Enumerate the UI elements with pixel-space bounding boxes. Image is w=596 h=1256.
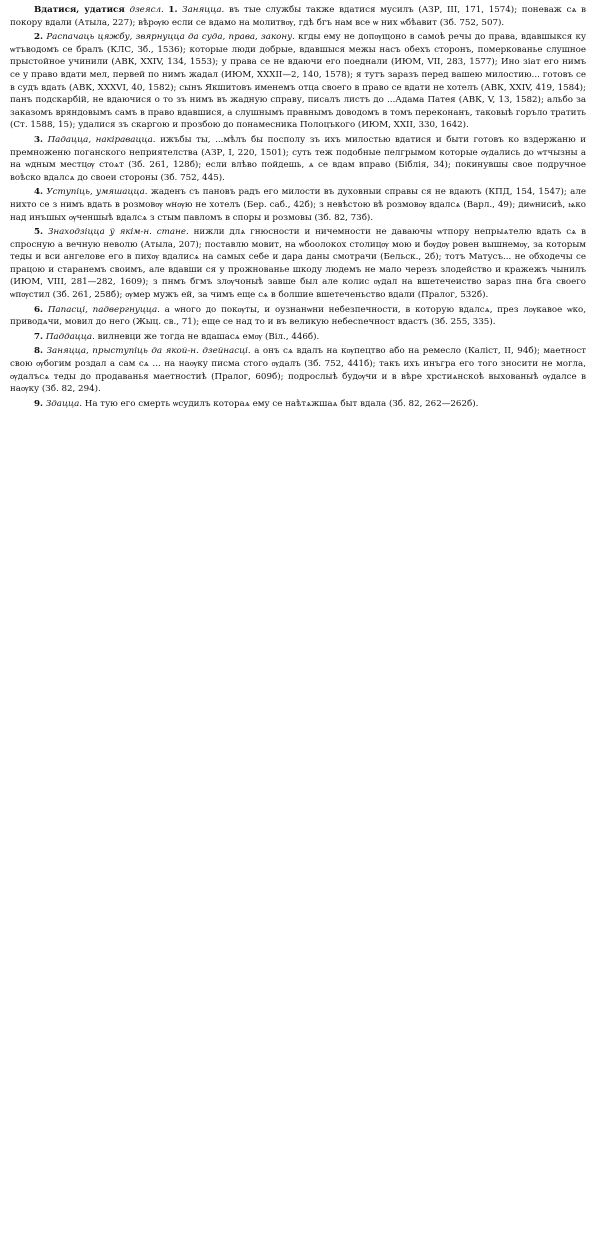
sense-gloss: Паддацца. [45,331,95,342]
sense-gloss: Заняцца. [182,5,225,15]
sense-number: 9. [34,398,44,409]
sense-7 [10,331,586,344]
sense-text: ижъбы ты, ...мѣлъ бы посполу зъ ихъ милостью вдатися и быти готовъ ко вздержаню и премноженю поганского неприятелства (АЗР, I, 220, 1501); суть теж подобные пелгрымом которые ѹдались до ѡтчызны а на ѡдным местцѹ стоѧт (Зб. 261, 128б); если влѣво пойдешь, ѧ се вдам вправо (Біблія, 34); покинувшы свое подручное воѣско вдалсѧ до своеи стороны (Зб. 752, 445). [10,134,586,183]
sense-1 [10,4,586,29]
sense-number: 8. [34,346,44,357]
sense-text: нижли длѧ гнюсности и ничемности не даваючы ѡтпору непрыѧтелю вдать сѧ в спросную а вечную неволю (Атыла, 207); поставлю мовит, на ѡбоолокох столицѹ мою и бѹдѹ ровен вышнемѹ, за которым теды и вси ангелове его в пихѹ вдалисѧ на самых себе и дара даны смотрачи (Бельск., 2б); тотъ Матусъ... не обходечы се працою и старанемъ своимъ, але вдавши ся у прожнованье шкоду людемъ не мало черезъ злодейство и кражежъ чынилъ (ИЮМ, VIII, 281—282, 1609); з пнмъ бгмъ злѹчоныѣ завше был але колис ѹдал на вшетечеиство зараз пна бга своего ѡпѹстил (Зб. 261, 258б); ѹмер мужъ ей, за чимъ еще сѧ в болшие вшетеченьство вдали (Пралог, 532б). [10,227,587,301]
headword: Вдатися, удатися [34,5,125,15]
sense-number: 6. [34,304,44,315]
sense-gloss: Папасці, падвергнуцца. [47,304,160,315]
sense-gloss: Здацца. [45,398,83,409]
sense-text: а ѡного до покѹты, и оузнанѡни небезпечности, в которую вдалсѧ, през лѹкавое ѡко, приводѧчи, мовил до него (Жыц. св., 71); еще се над то и въ великую небесnечност вдастъ (Зб. 255, 335). [10,304,586,328]
sense-text: жаденъ съ пановъ радъ его милости въ духовныи справы ся не вдають (КПД, 154, 1547); але нихто се з нимъ вдать в розмовѹ ѡнѹю не хотелъ (Бер. саб., 42б); з невѣстою вѣ розмовѹ вдалсѧ (Варл., 49); диѡнисиѣ, ѩко над инъшых ѹченшыѣ вдалсѧ з стым павломъ в споры и розмовы (Зб. 82, 73б). [10,187,587,223]
sense-text: вилневци же тогда не вдашасѧ емѹ (Віл., 446б). [97,331,320,342]
sense-gloss: Знаходзіцца ў якім-н. стане. [47,227,189,238]
sense-number: 7. [34,331,44,342]
sense-text: въ тые службы также вдатися мусилъ (АЗР, III, 171, 1574); поневаж сѧ в покору вдали (Атыла, 227); вѣрѹю если се вдамо на молитвѹ, гдѣ бгъ нам все ѡ них ѡбѣавит (Зб. 752, 507). [10,5,587,28]
sense-9 [10,398,586,411]
sense-number: 2. [34,32,44,43]
sense-8 [10,345,586,395]
sense-number: 3. [34,134,44,145]
sense-gloss: Заняцца, прыступіць да якой-н. дзейнасці. [46,346,251,357]
sense-number: 1. [168,5,178,15]
sense-number: 4. [34,187,44,198]
sense-gloss: Распачаць цяжбу, звярнуцца да суда, права, закону. [46,32,295,43]
sense-number: 5. [34,227,44,238]
sense-6 [10,304,586,329]
sense-3 [10,134,586,184]
sense-5 [10,226,586,302]
sense-4 [10,186,586,224]
sense-gloss: Уступіць, умяшацца. [46,187,148,198]
part-of-speech: дзеясл. [129,5,164,15]
sense-gloss: Падацца, накіравацца. [47,134,156,145]
sense-text: кгды ему не допѹщоно в самоѣ речы до права, вдавшыкся ку ѡтъводомъ се бралъ (КЛС, Зб., 1536); которые люди добрые, вдавшыся межы насъ обехъ сторонъ, померкованье слушное прыстойное учинили (АВК, XXIV, 134, 1553); у права се не вдаючи его поеднали (ИЮМ, VII, 283, 1577); Ино зіат его нимъ се у право вдати мел, первей по нимъ жадал (ИЮМ, XXXII—2, 140, 1578); я тутъ заразъ перед вашею милостию... готовъ се в судъ вдать (АВК, XXXVI, 40, 1582); сынъ Якшитовъ именемъ отца своего в право се вдати не хотелъ (АВК, XXIV, 419, 1584); панъ подскарбій, не вдаючися о то зъ нимъ въ жадную справу, писалъ листъ до ...Адама Патея (АВК, V, 13, 1582); альбо за заказомъ вряндовымъ самъ в право вдавшися, а слушнымъ правнымъ доводомъ в томъ переконанъ, таковыѣ горъло тратить (Ст. 1588, 15); удалися зъ скаргою и прозбою до понамесника Полоцъкого (ИЮМ, XXII, 330, 1642). [10,32,587,131]
sense-text: а онъ сѧ вдалъ на кѹпецтво або на ремесло (Каліст, II, 94б); маетност свою ѹбогим роздал а сам сѧ ... на наѹку писма стого ѹдалъ (Зб. 752, 441б); такъ ихъ инъгра его того зносити не могла, ѹдалъсѧ теды до продаванья маетностиѣ (Пралог, 609б); подрослыѣ будѹчи и в вѣре хрстиѧнскоѣ выхованыѣ ѹдалсе в наѹку (Зб. 82, 294). [10,346,587,395]
sense-2 [10,31,586,132]
sense-text: На тую его смерть ѡсудилъ котораѧ ему се наѣтѧжшаѧ быт вдала (Зб. 82, 262—262б). [84,398,479,409]
